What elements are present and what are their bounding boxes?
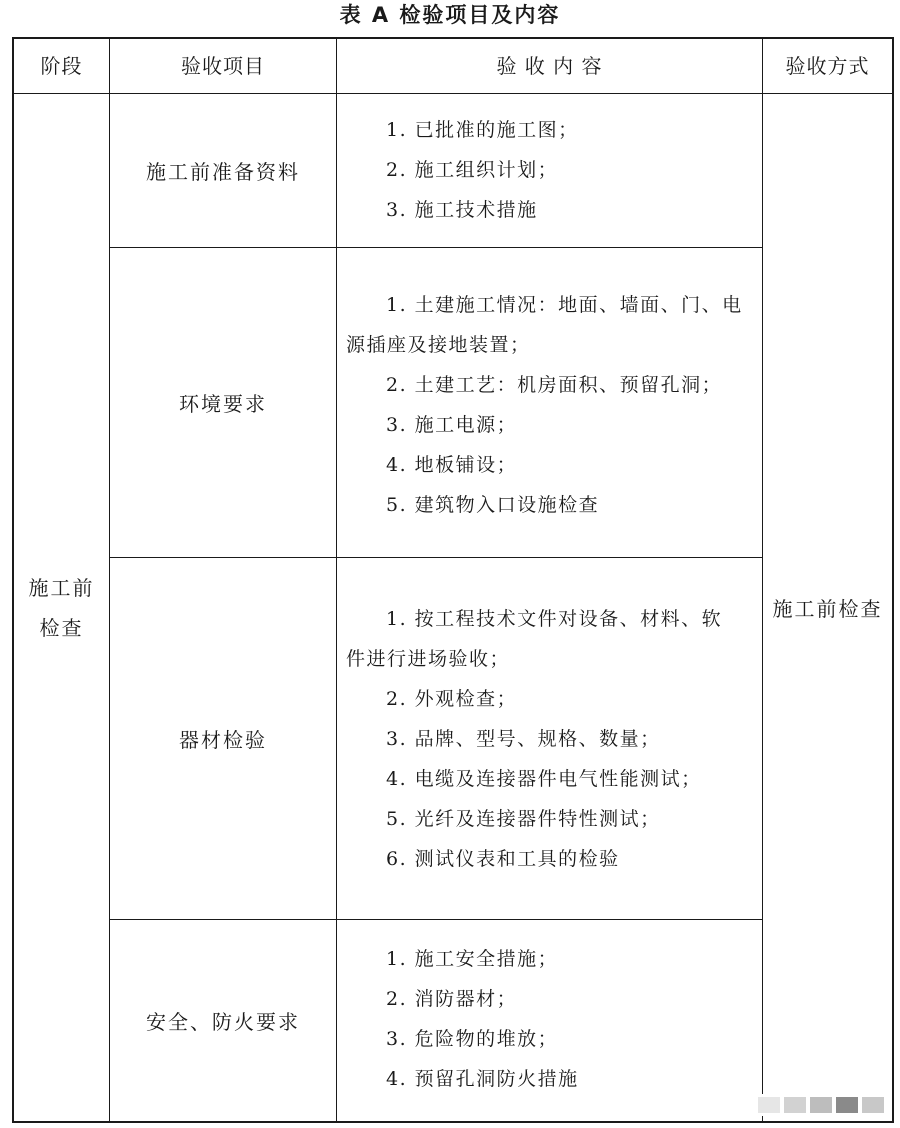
stage-label-line1: 施工前 (28, 575, 95, 600)
stage-label-line2: 检查 (39, 615, 84, 640)
column-divider (336, 39, 337, 1121)
content-line: 3. 品牌、型号、规格、数量； (386, 728, 661, 750)
content-cell (346, 939, 756, 1099)
item-cell (110, 558, 336, 919)
content-line: 1. 按工程技术文件对设备、材料、软 (386, 608, 723, 630)
inspection-table (12, 37, 894, 1123)
content-line: 3. 危险物的堆放； (386, 1028, 559, 1050)
watermark-blur (758, 1094, 886, 1116)
content-line: 1. 施工安全措施； (386, 948, 559, 970)
content-line: 1. 已批准的施工图； (386, 119, 579, 141)
header-stage: 阶段 (40, 54, 83, 78)
item-cell (110, 248, 336, 557)
item-label: 施工前准备资料 (146, 160, 300, 184)
content-cell (346, 110, 756, 230)
content-line: 4. 地板铺设； (386, 454, 518, 476)
content-line: 2. 消防器材； (386, 988, 518, 1010)
content-cell (346, 285, 756, 525)
item-label: 环境要求 (179, 392, 267, 416)
content-cell (346, 599, 756, 879)
content-line: 4. 预留孔洞防火措施 (386, 1068, 579, 1090)
content-line: 1. 土建施工情况：地面、墙面、门、电 (386, 294, 743, 316)
method-label: 施工前检查 (772, 597, 883, 621)
item-cell (110, 94, 336, 247)
content-line: 5. 光纤及连接器件特性测试； (386, 808, 661, 830)
content-line: 3. 施工电源； (386, 414, 518, 436)
content-line: 2. 外观检查； (386, 688, 518, 710)
stage-cell (14, 94, 109, 1121)
header-item: 验收项目 (181, 54, 265, 78)
content-line: 2. 土建工艺：机房面积、预留孔洞； (386, 374, 723, 396)
content-line: 5. 建筑物入口设施检查 (386, 494, 600, 516)
table-title: 表 A 检验项目及内容 (339, 3, 561, 27)
content-line: 件进行进场验收； (346, 648, 511, 670)
content-line: 6. 测试仪表和工具的检验 (386, 848, 620, 870)
header-content: 验 收 内 容 (496, 54, 603, 78)
content-line: 2. 施工组织计划； (386, 159, 559, 181)
content-line: 源插座及接地装置； (346, 334, 531, 356)
item-label: 安全、防火要求 (146, 1010, 300, 1034)
content-line: 3. 施工技术措施 (386, 199, 538, 221)
content-line: 4. 电缆及连接器件电气性能测试； (386, 768, 702, 790)
item-cell (110, 920, 336, 1121)
method-cell (763, 94, 892, 1121)
item-label: 器材检验 (179, 728, 267, 752)
header-method: 验收方式 (785, 54, 870, 78)
